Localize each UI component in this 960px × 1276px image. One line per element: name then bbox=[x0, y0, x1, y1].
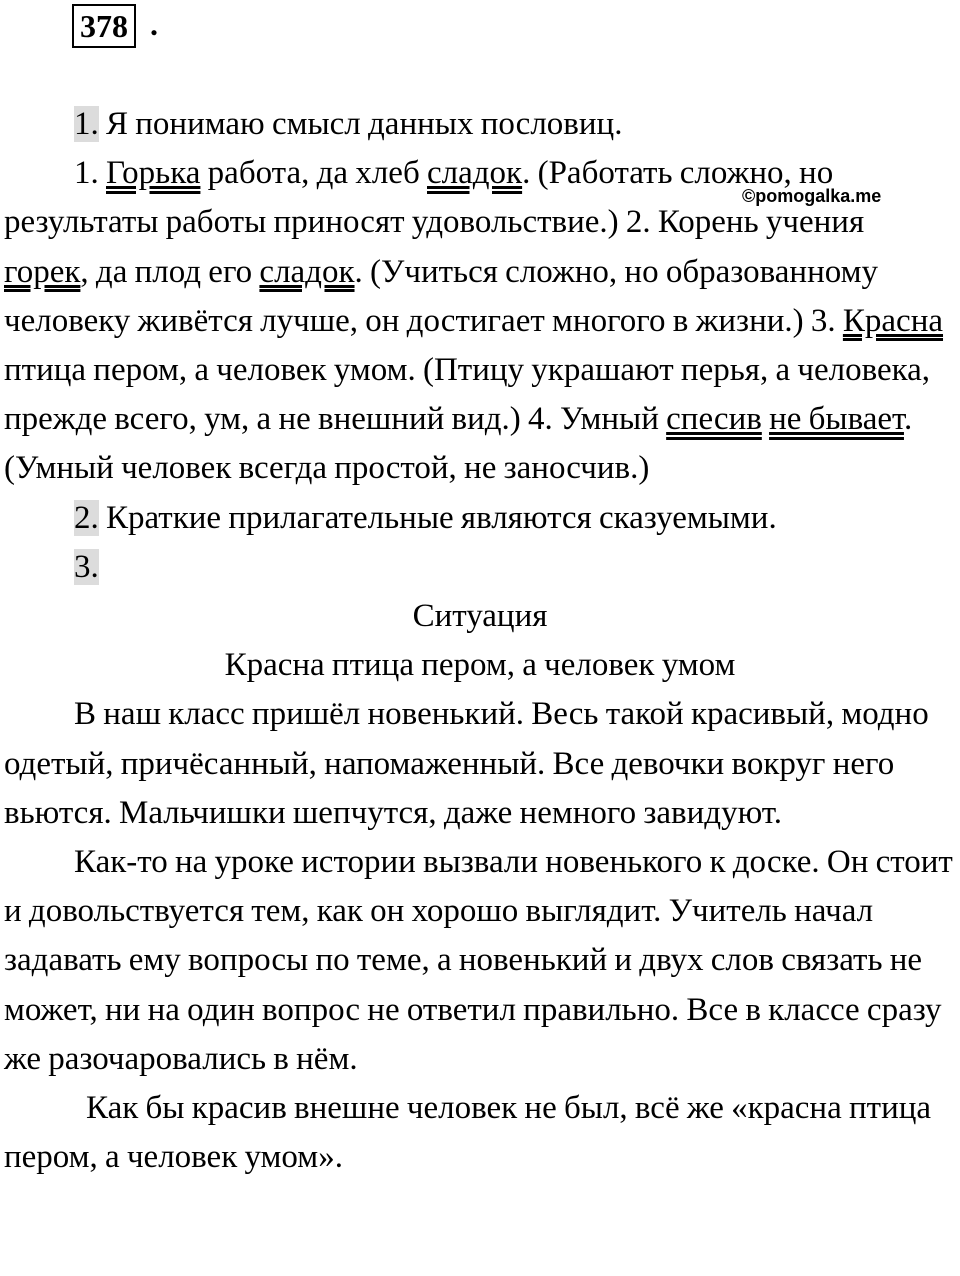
solution-text bbox=[4, 100, 956, 1182]
section2 bbox=[4, 494, 956, 543]
task-number-box bbox=[72, 4, 136, 48]
story-subtitle: Красна птица пером, а человек умом bbox=[224, 647, 736, 684]
predicate-sladok-1: сладок bbox=[427, 155, 523, 192]
predicate-gorek: горек bbox=[4, 253, 81, 290]
story-title: Ситуация bbox=[412, 598, 548, 635]
predicate-spesiv: спесив bbox=[666, 401, 762, 438]
task-number: 378 bbox=[80, 8, 128, 44]
proverb-text-3: , да плод его bbox=[80, 253, 260, 290]
watermark: ©pomogalka.me bbox=[742, 186, 882, 206]
predicate-krasna: Красна bbox=[842, 302, 944, 339]
section1-intro-text: Я понимаю смысл данных пословиц. bbox=[98, 106, 623, 142]
story-paragraph-2: Как-то на уроке истории вызвали новенького к доске. Он стоит и довольствуется тем, как он хорошо выглядит. Учитель начал задавать ему вопросы по теме, а новенький и двух слов связать не может, ни на один вопрос не ответил правильно. Все в классе сразу же разочаровались в нём. bbox=[4, 844, 953, 1077]
proverb-text-5: птица пером, а человек умом. (Птицу украшают перья, а человека, прежде всего, ум, а не внешний вид.) 4. Умный bbox=[4, 352, 931, 438]
section3-header bbox=[4, 543, 956, 592]
predicate-sladok-2: сладок bbox=[259, 253, 355, 290]
proverb-text-1: работа, да хлеб bbox=[200, 155, 427, 192]
section1-intro bbox=[4, 100, 956, 149]
section3-number: 3. bbox=[74, 548, 99, 585]
section1-number: 1. bbox=[74, 106, 99, 142]
section2-text: Краткие прилагательные являются сказуемыми. bbox=[98, 499, 777, 536]
proverb-text-6: . (Умный человек всегда простой, не заносчив.) bbox=[4, 401, 913, 487]
story-paragraph-1: В наш класс пришёл новенький. Весь такой красивый, модно одетый, причёсанный, напомаженный. Все девочки вокруг него вьются. Мальчишки шепчутся, даже немного завидуют. bbox=[4, 696, 929, 831]
story-paragraph-3: Как бы красив внешне человек не был, всё же «красна птица пером, а человек умом». bbox=[4, 1090, 932, 1176]
proverb-text-2: . (Работать сложно, но результаты работы приносят удовольствие.) 2. Корень учения bbox=[4, 155, 865, 241]
predicate-ne-byvaet: не бывает bbox=[769, 401, 904, 438]
proverb1-number: 1. bbox=[74, 155, 106, 192]
proverb-text-4: . (Учиться сложно, но образованному человеку живётся лучше, он достигает многого в жизни.) 3. bbox=[4, 253, 878, 339]
task-number-dot: . bbox=[150, 6, 158, 42]
section2-number: 2. bbox=[74, 499, 99, 536]
predicate-gorka: Горька bbox=[106, 155, 201, 192]
space bbox=[762, 401, 769, 437]
